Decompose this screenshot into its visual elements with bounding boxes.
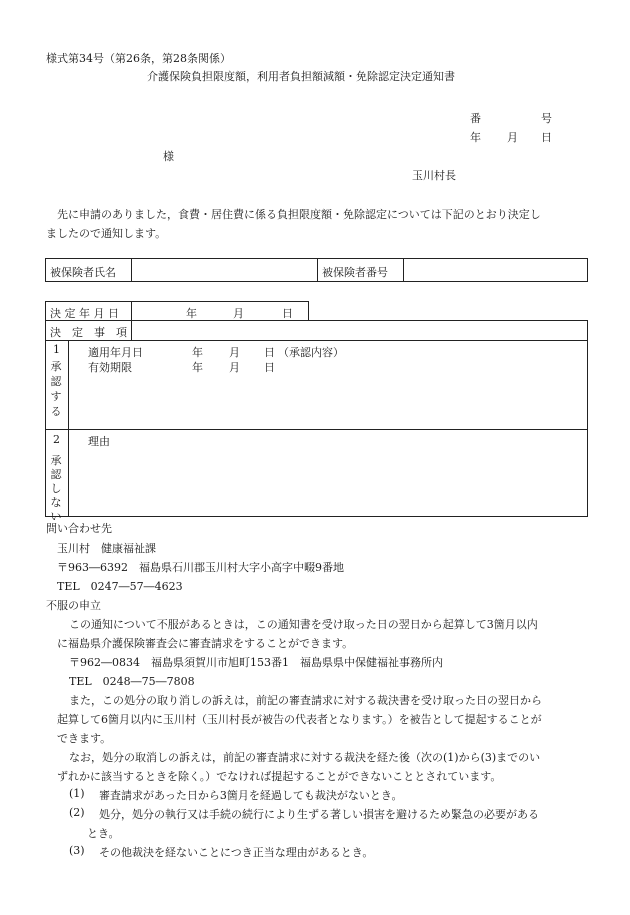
appeal-p1-line2: に福島県介護保険審査会に審査請求をすることができます。: [57, 637, 354, 650]
appeal-p1-line1: この通知について不服があるときは，この通知書を受け取った日の翌日から起算して3箇月以内: [69, 618, 538, 631]
reject-number: 2: [53, 433, 60, 446]
appeal-p2-line1: また，この処分の取り消しの訴えは，前記の審査請求に対する裁決書を受け取った日の翌日から: [69, 694, 542, 707]
valid-month: 月: [229, 361, 240, 374]
insured-name-label: 被保険者氏名: [50, 266, 116, 279]
appeal-p3-line2: ずれかに該当するときを除く。）でなければ提起することができないこととされています。: [57, 770, 502, 783]
insured-name-field: [134, 259, 315, 281]
applied-month: 月: [229, 346, 240, 359]
approve-label: 承認する: [50, 360, 62, 418]
valid-label: 有効期限: [88, 361, 132, 374]
number-label: 番: [470, 112, 481, 125]
addressee-suffix: 様: [163, 150, 174, 163]
insured-number-field: [406, 259, 586, 281]
contact-heading: 問い合わせ先: [46, 522, 112, 535]
decision-matter-label: 決 定 事 項: [50, 326, 127, 339]
appeal-item-3-num: (3): [69, 844, 85, 857]
appeal-item-3-text: その他裁決を経ないことにつき正当な理由があるとき。: [99, 846, 374, 859]
insured-number-label: 被保険者番号: [322, 266, 388, 279]
appeal-address: 〒962―0834 福島県須賀川市旭町153番1 福島県県中保健福祉事務所内: [69, 656, 443, 669]
valid-day: 日: [264, 361, 275, 374]
document-title: 介護保険負担限度額，利用者負担額減額・免除認定決定通知書: [147, 70, 455, 83]
issuer: 玉川村長: [412, 169, 456, 182]
contact-office: 玉川村 健康福祉課: [57, 542, 156, 555]
appeal-item-2-text: 処分，処分の執行又は手続の続行により生ずる著しい損害を避けるため緊急の必要がある: [99, 808, 539, 821]
header-day: 日: [541, 131, 552, 144]
header-month: 月: [507, 131, 518, 144]
appeal-p2-line2: 起算して6箇月以内に玉川村（玉川村長が被告の代表者となります。）を被告として提起することが: [57, 713, 542, 726]
approve-number: 1: [53, 343, 60, 356]
number-suffix: 号: [541, 112, 552, 125]
form-number: 様式第34号（第26条，第28条関係）: [46, 52, 231, 65]
appeal-heading: 不服の申立: [46, 599, 101, 612]
decision-date-label: 決 定 年 月 日: [50, 307, 119, 320]
decision-date-year: 年: [186, 307, 197, 320]
reject-reason-label: 理由: [88, 435, 110, 448]
applied-date-label: 適用年月日: [88, 346, 143, 359]
appeal-item-2-num: (2): [69, 806, 85, 819]
appeal-tel: TEL 0248―75―7808: [69, 675, 195, 688]
intro-line-2: ましたので通知します。: [46, 227, 167, 240]
header-year: 年: [470, 131, 481, 144]
decision-date-month: 月: [233, 307, 244, 320]
reject-label: 承認しない: [50, 454, 62, 523]
approve-content-label: （承認内容）: [278, 346, 344, 359]
decision-date-day: 日: [282, 307, 293, 320]
applied-year: 年: [192, 346, 203, 359]
appeal-p3-line1: なお，処分の取消しの訴えは，前記の審査請求に対する裁決を経た後（次の(1)から(3)までのい: [69, 751, 541, 764]
valid-year: 年: [192, 361, 203, 374]
appeal-item-1-text: 審査請求があった日から3箇月を経過しても裁決がないとき。: [99, 789, 403, 802]
appeal-item-2-cont: とき。: [87, 827, 120, 840]
appeal-p2-line3: できます。: [57, 732, 112, 745]
contact-address: 〒963―6392 福島県石川郡玉川村大字小高字中畷9番地: [57, 561, 344, 574]
contact-tel: TEL 0247―57―4623: [57, 580, 183, 593]
applied-day: 日: [264, 346, 275, 359]
appeal-item-1-num: (1): [69, 787, 85, 800]
intro-line-1: 先に申請のありました，食費・居住費に係る負担限度額・免除認定については下記のとおり決定し: [57, 208, 541, 221]
